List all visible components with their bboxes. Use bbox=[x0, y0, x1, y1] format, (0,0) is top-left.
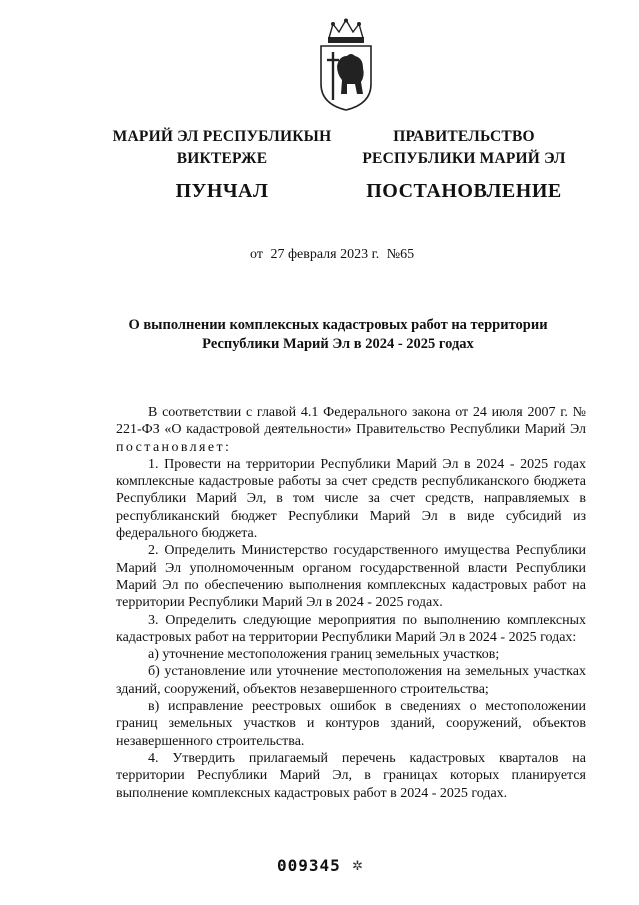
paragraph-3b: б) установление или уточнение местоположения на земельных участках зданий, сооружений, объектов незавершенного строительства; bbox=[116, 664, 586, 697]
paragraph-3: 3. Определить следующие мероприятия по выполнению комплексных кадастровых работ на территории Республики Марий Эл в 2024 - 2025 годах: bbox=[116, 612, 586, 645]
date-line bbox=[250, 247, 418, 263]
decree-word: постановляет: bbox=[116, 439, 232, 455]
header-right-block bbox=[346, 126, 582, 202]
header-right-line1: ПРАВИТЕЛЬСТВО bbox=[393, 128, 535, 145]
document-number: №65 bbox=[386, 247, 415, 262]
header-right-title: ПОСТАНОВЛЕНИЕ bbox=[366, 180, 562, 202]
star-mark-icon: ✲ bbox=[352, 858, 363, 873]
header-left-line1: МАРИЙ ЭЛ РЕСПУБЛИКЫН bbox=[112, 128, 332, 145]
coat-of-arms-icon bbox=[317, 18, 375, 112]
intro-text: В соответствии с главой 4.1 Федерального закона от 24 июля 2007 г. № 221-ФЗ «О кадастровой деятельности» Правительство Республики Марий Эл bbox=[116, 405, 586, 438]
paragraph-2: 2. Определить Министерство государственного имущества Республики Марий Эл уполномоченным органом государственной власти Республики Марий Эл по обеспечению выполнения комплексных кадастровых работ на территории Республики Марий Эл в 2024 - 2025 годах. bbox=[116, 543, 586, 611]
paragraph-1: 1. Провести на территории Республики Марий Эл в 2024 - 2025 годах комплексные кадастровые работы за счет средств республиканского бюджета Республики Марий Эл, в том числе за счет средств, направляемых в республиканский бюджет Республики Марий Эл в виде субсидий из федерального бюджета. bbox=[116, 456, 586, 542]
header-left-title: ПУНЧАЛ bbox=[175, 180, 269, 202]
header-left-line2: ВИКТЕРЖЕ bbox=[176, 150, 268, 167]
document-title bbox=[96, 316, 580, 354]
header-left-block bbox=[96, 126, 348, 202]
serial-number-stamp: 009345 bbox=[277, 856, 341, 875]
paragraph-3a: а) уточнение местоположения границ земельных участков; bbox=[148, 647, 500, 663]
paragraph-4: 4. Утвердить прилагаемый перечень кадастровых кварталов на территории Республики Марий Эл, в границах которых планируется выполнение комплексных кадастровых работ в 2024 - 2025 годах. bbox=[116, 750, 586, 801]
document-date: 27 февраля 2023 г. bbox=[270, 247, 380, 262]
header-right-line2: РЕСПУБЛИКИ МАРИЙ ЭЛ bbox=[362, 150, 566, 167]
date-prefix: от bbox=[250, 247, 263, 262]
paragraph-3c: в) исправление реестровых ошибок в сведениях о местоположении границ земельных участков и контуров зданий, сооружений, объектов незавершенного строительства. bbox=[116, 699, 586, 749]
intro-paragraph bbox=[116, 404, 586, 456]
document-title-line2: Республики Марий Эл в 2024 - 2025 годах bbox=[202, 336, 474, 352]
document-body bbox=[116, 404, 586, 802]
document-title-line1: О выполнении комплексных кадастровых работ на территории bbox=[128, 317, 548, 333]
